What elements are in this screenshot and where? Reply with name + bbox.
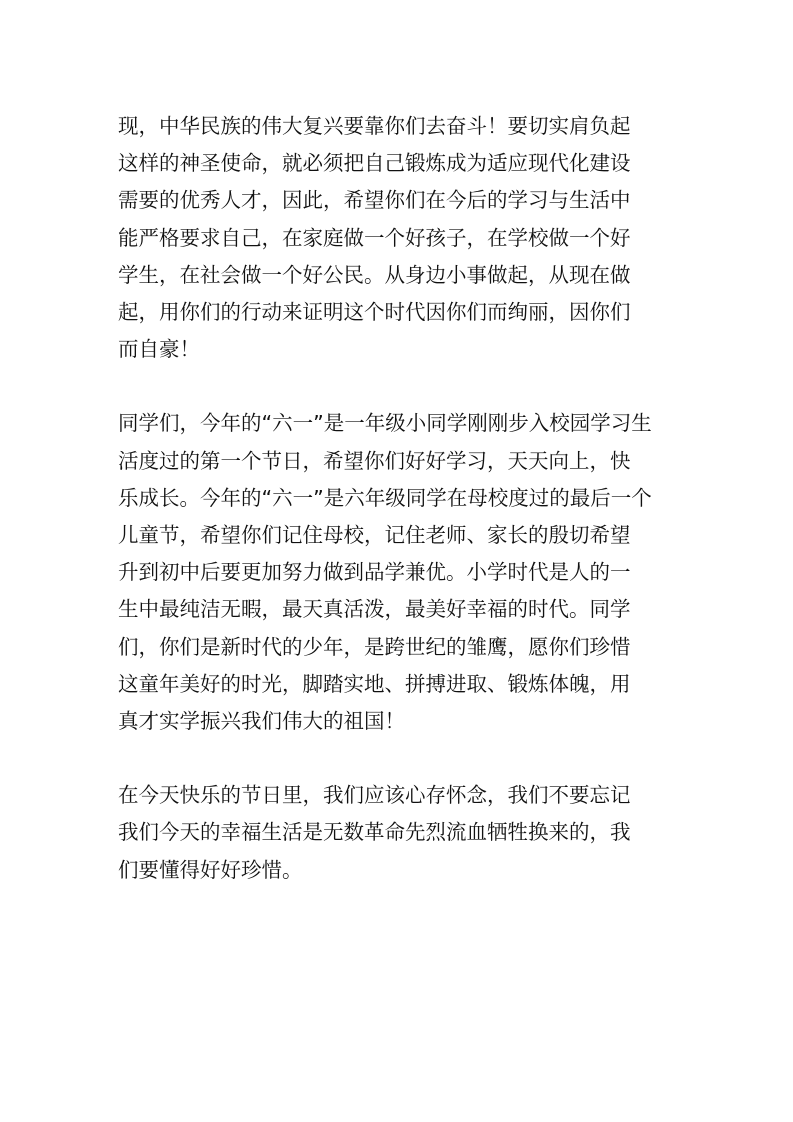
paragraph-1: 现，中华民族的伟大复兴要靠你们去奋斗！要切实肩负起 这样的神圣使命，就必须把自己锻炼成为适应现代化建设 需要的优秀人才，因此，希望你们在今后的学习与生活中 能严格要求自己，在家庭做一个好孩子，在学校做一个好 学生，在社会做一个好公民。从身边小事做起，从现在做 起，用你们的行动来证明这个时代因你们而绚丽，因你们 而自豪！ [118, 114, 631, 362]
paragraph-2: 同学们，今年的“六一”是一年级小同学刚刚步入校园学习生 活度过的第一个节日，希望你们好好学习，天天向上，快 乐成长。今年的“六一”是六年级同学在母校度过的最后一个 儿童节，希望你们记住母校，记住老师、家长的殷切希望 升到初中后要更加努力做到品学兼优。小学时代是人的一 生中最纯洁无暇，最天真活泼，最美好幸福的时代。同学 们，你们是新时代的少年，是跨世纪的雏鹰，愿你们珍惜 这童年美好的时光，脚踏实地、拼搏进取、锻炼体魄，用 真才实学振兴我们伟大的祖国！ [118, 411, 652, 734]
paragraph-3: 在今天快乐的节日里，我们应该心存怀念，我们不要忘记 我们今天的幸福生活是无数革命先烈流血牺牲换来的，我 们要懂得好好珍惜。 [118, 783, 631, 882]
document-body [118, 108, 680, 889]
